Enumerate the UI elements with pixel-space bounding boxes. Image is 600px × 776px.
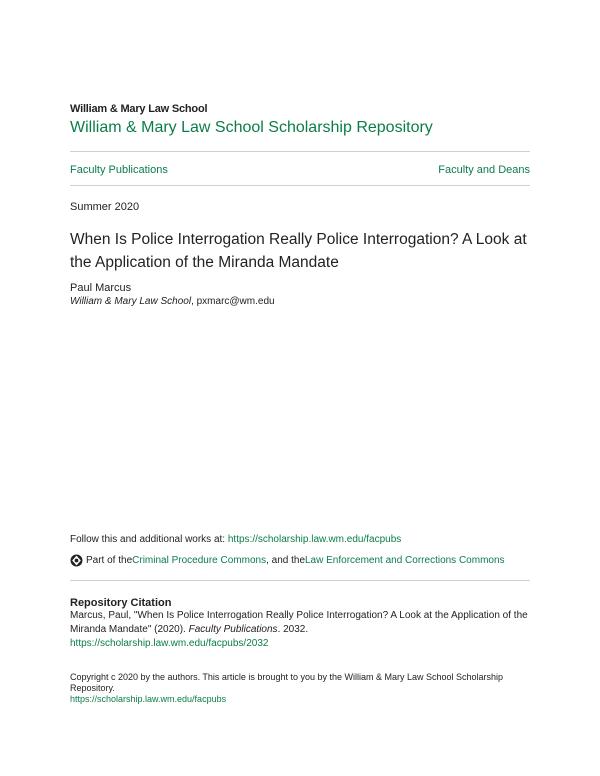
citation-link[interactable]: https://scholarship.law.wm.edu/facpubs/2032 — [70, 638, 269, 649]
part-of-middle: , and the — [266, 555, 305, 566]
citation-number: . 2032. — [277, 624, 309, 635]
institution-name: William & Mary Law School — [70, 103, 208, 115]
part-of-line — [70, 554, 505, 567]
divider-nav — [70, 185, 530, 186]
faculty-and-deans-link[interactable]: Faculty and Deans — [438, 164, 530, 176]
article-title: When Is Police Interrogation Really Police Interrogation? A Look at the Application of the Miranda Mandate — [70, 231, 527, 271]
law-enforcement-commons-link[interactable]: Law Enforcement and Corrections Commons — [305, 555, 505, 566]
copyright-notice — [70, 672, 510, 705]
citation-text — [70, 609, 530, 651]
divider-top — [70, 151, 530, 152]
network-logo-icon — [70, 554, 83, 567]
author-email: , pxmarc@wm.edu — [191, 296, 275, 307]
follow-line — [70, 534, 401, 545]
copyright-link[interactable]: https://scholarship.law.wm.edu/facpubs — [70, 694, 227, 704]
citation-journal: Faculty Publications — [188, 624, 278, 635]
part-of-prefix: Part of the — [86, 555, 133, 566]
copyright-text: Copyright c 2020 by the authors. This article is brought to you by the William & Mary Law School Scholarship Repository. — [70, 672, 504, 693]
affiliation-name: William & Mary Law School — [70, 296, 192, 307]
follow-text: Follow this and additional works at: — [70, 534, 228, 545]
author-name: Paul Marcus — [70, 282, 132, 294]
criminal-procedure-commons-link[interactable]: Criminal Procedure Commons — [132, 555, 267, 566]
publication-date: Summer 2020 — [70, 201, 140, 213]
facpubs-link[interactable]: https://scholarship.law.wm.edu/facpubs — [227, 534, 402, 545]
faculty-publications-link[interactable]: Faculty Publications — [70, 164, 168, 176]
repository-link[interactable]: William & Mary Law School Scholarship Repository — [70, 119, 433, 136]
citation-body: Marcus, Paul, "When Is Police Interrogation Really Police Interrogation? A Look at the Application of the Miranda Mandate" (2020). — [70, 610, 528, 635]
author-affiliation — [70, 296, 275, 307]
citation-heading: Repository Citation — [70, 597, 172, 609]
divider-citation — [70, 580, 530, 581]
